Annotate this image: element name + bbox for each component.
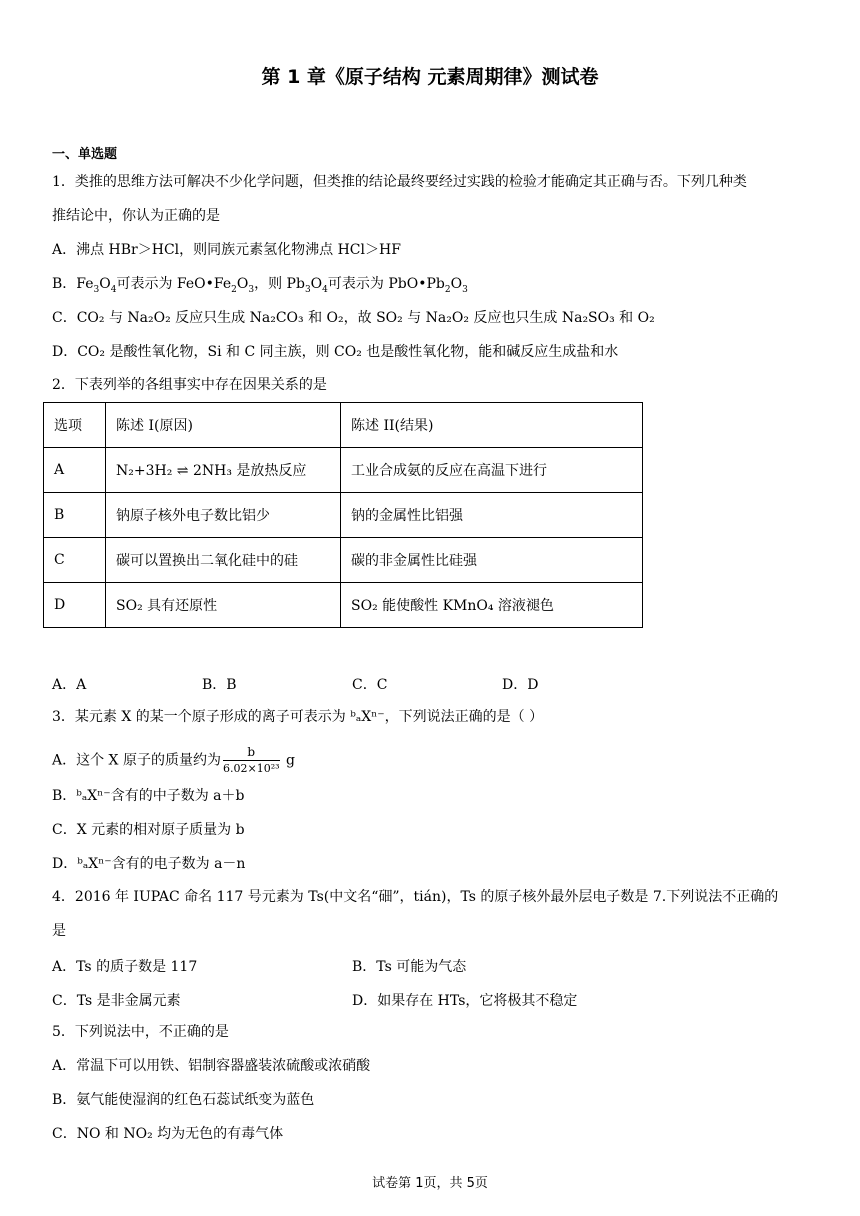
- table-cell-cause: N₂+3H₂ ⇌ 2NH₃ 是放热反应: [106, 448, 341, 493]
- table-row: [44, 493, 643, 538]
- table-row: [44, 538, 643, 583]
- q2-table: [43, 402, 643, 628]
- q4-stem-line1: 4．2016 年 IUPAC 命名 117 号元素为 Ts(中文名“鿬”，tián)，Ts 的原子核外最外层电子数是 7.下列说法不正确的: [52, 889, 779, 905]
- mass-fraction: $\frac{b}{\text{6.02×10²³}}$: [222, 745, 280, 775]
- q4-option-d: D．如果存在 HTs，它将极其不稳定: [352, 993, 578, 1009]
- table-cell-effect: 钠的金属性比铝强: [341, 493, 643, 538]
- q5-option-b: B．氨气能使湿润的红色石蕊试纸变为蓝色: [52, 1092, 315, 1108]
- table-cell-option: D: [44, 583, 106, 628]
- q1-option-b: B．$Fe_3O_4$可表示为 $FeO•Fe_2O_3$，则 $Pb_3O_4$可表示为 $PbO•Pb_2O_3$: [52, 276, 468, 295]
- table-header-cell: 选项: [44, 403, 106, 448]
- q5-stem: 5．下列说法中，不正确的是: [52, 1024, 229, 1040]
- table-header-row: [44, 403, 643, 448]
- table-header-cell: 陈述 II(结果): [341, 403, 643, 448]
- table-cell-option: A: [44, 448, 106, 493]
- q3-stem: 3．某元素 X 的某一个原子形成的离子可表示为 ᵇₐXⁿ⁻，下列说法正确的是（ ）: [52, 709, 544, 725]
- q2-option-b: B．B: [202, 677, 237, 693]
- table-cell-effect: 工业合成氨的反应在高温下进行: [341, 448, 643, 493]
- q1-stem-line2: 推结论中，你认为正确的是: [52, 208, 220, 224]
- q5-option-a: A．常温下可以用铁、铝制容器盛装浓硫酸或浓硝酸: [52, 1058, 371, 1074]
- table-cell-cause: 碳可以置换出二氧化硅中的硅: [106, 538, 341, 583]
- page-footer: 试卷第 1页，共 5页: [372, 1176, 488, 1191]
- q3-option-b: B．ᵇₐXⁿ⁻含有的中子数为 a＋b: [52, 788, 245, 804]
- q1-option-d: D．CO₂ 是酸性氧化物，Si 和 C 同主族，则 CO₂ 也是酸性氧化物，能和碱反应生成盐和水: [52, 344, 619, 360]
- q3-option-a: A．这个 X 原子的质量约为 $\frac{b}{\text{6.02×10²³}}$ g: [52, 745, 295, 775]
- q2-stem: 2．下表列举的各组事实中存在因果关系的是: [52, 377, 327, 393]
- q2-option-a: A．A: [52, 677, 87, 693]
- table-cell-effect: 碳的非金属性比硅强: [341, 538, 643, 583]
- q3-option-c: C．X 元素的相对原子质量为 b: [52, 822, 245, 838]
- q4-option-b: B．Ts 可能为气态: [352, 959, 467, 975]
- q2-option-c: C．C: [352, 677, 388, 693]
- table-cell-option: C: [44, 538, 106, 583]
- table-header-cell: 陈述 I(原因): [106, 403, 341, 448]
- q5-option-c: C．NO 和 NO₂ 均为无色的有毒气体: [52, 1126, 284, 1142]
- q3-option-d: D．ᵇₐXⁿ⁻含有的电子数为 a－n: [52, 856, 246, 872]
- section-heading-single-choice: 一、单选题: [52, 147, 118, 162]
- table-cell-option: B: [44, 493, 106, 538]
- table-cell-cause: 钠原子核外电子数比铝少: [106, 493, 341, 538]
- page-title: 第 1 章《原子结构 元素周期律》测试卷: [261, 66, 599, 88]
- table-cell-effect: SO₂ 能使酸性 KMnO₄ 溶液褪色: [341, 583, 643, 628]
- table-row: [44, 448, 643, 493]
- q2-option-d: D．D: [502, 677, 539, 693]
- q1-stem-line1: 1．类推的思维方法可解决不少化学问题，但类推的结论最终要经过实践的检验才能确定其正确与否。下列几种类: [52, 174, 747, 190]
- q1-option-c: C．CO₂ 与 Na₂O₂ 反应只生成 Na₂CO₃ 和 O₂，故 SO₂ 与 Na₂O₂ 反应也只生成 Na₂SO₃ 和 O₂: [52, 310, 655, 326]
- q4-option-c: C．Ts 是非金属元素: [52, 993, 181, 1009]
- q1-option-a: A．沸点 HBr＞HCl，则同族元素氢化物沸点 HCl＞HF: [52, 242, 401, 258]
- q4-stem-line2: 是: [52, 923, 66, 939]
- table-cell-cause: SO₂ 具有还原性: [106, 583, 341, 628]
- q4-option-a: A．Ts 的质子数是 117: [52, 959, 198, 975]
- table-row: [44, 583, 643, 628]
